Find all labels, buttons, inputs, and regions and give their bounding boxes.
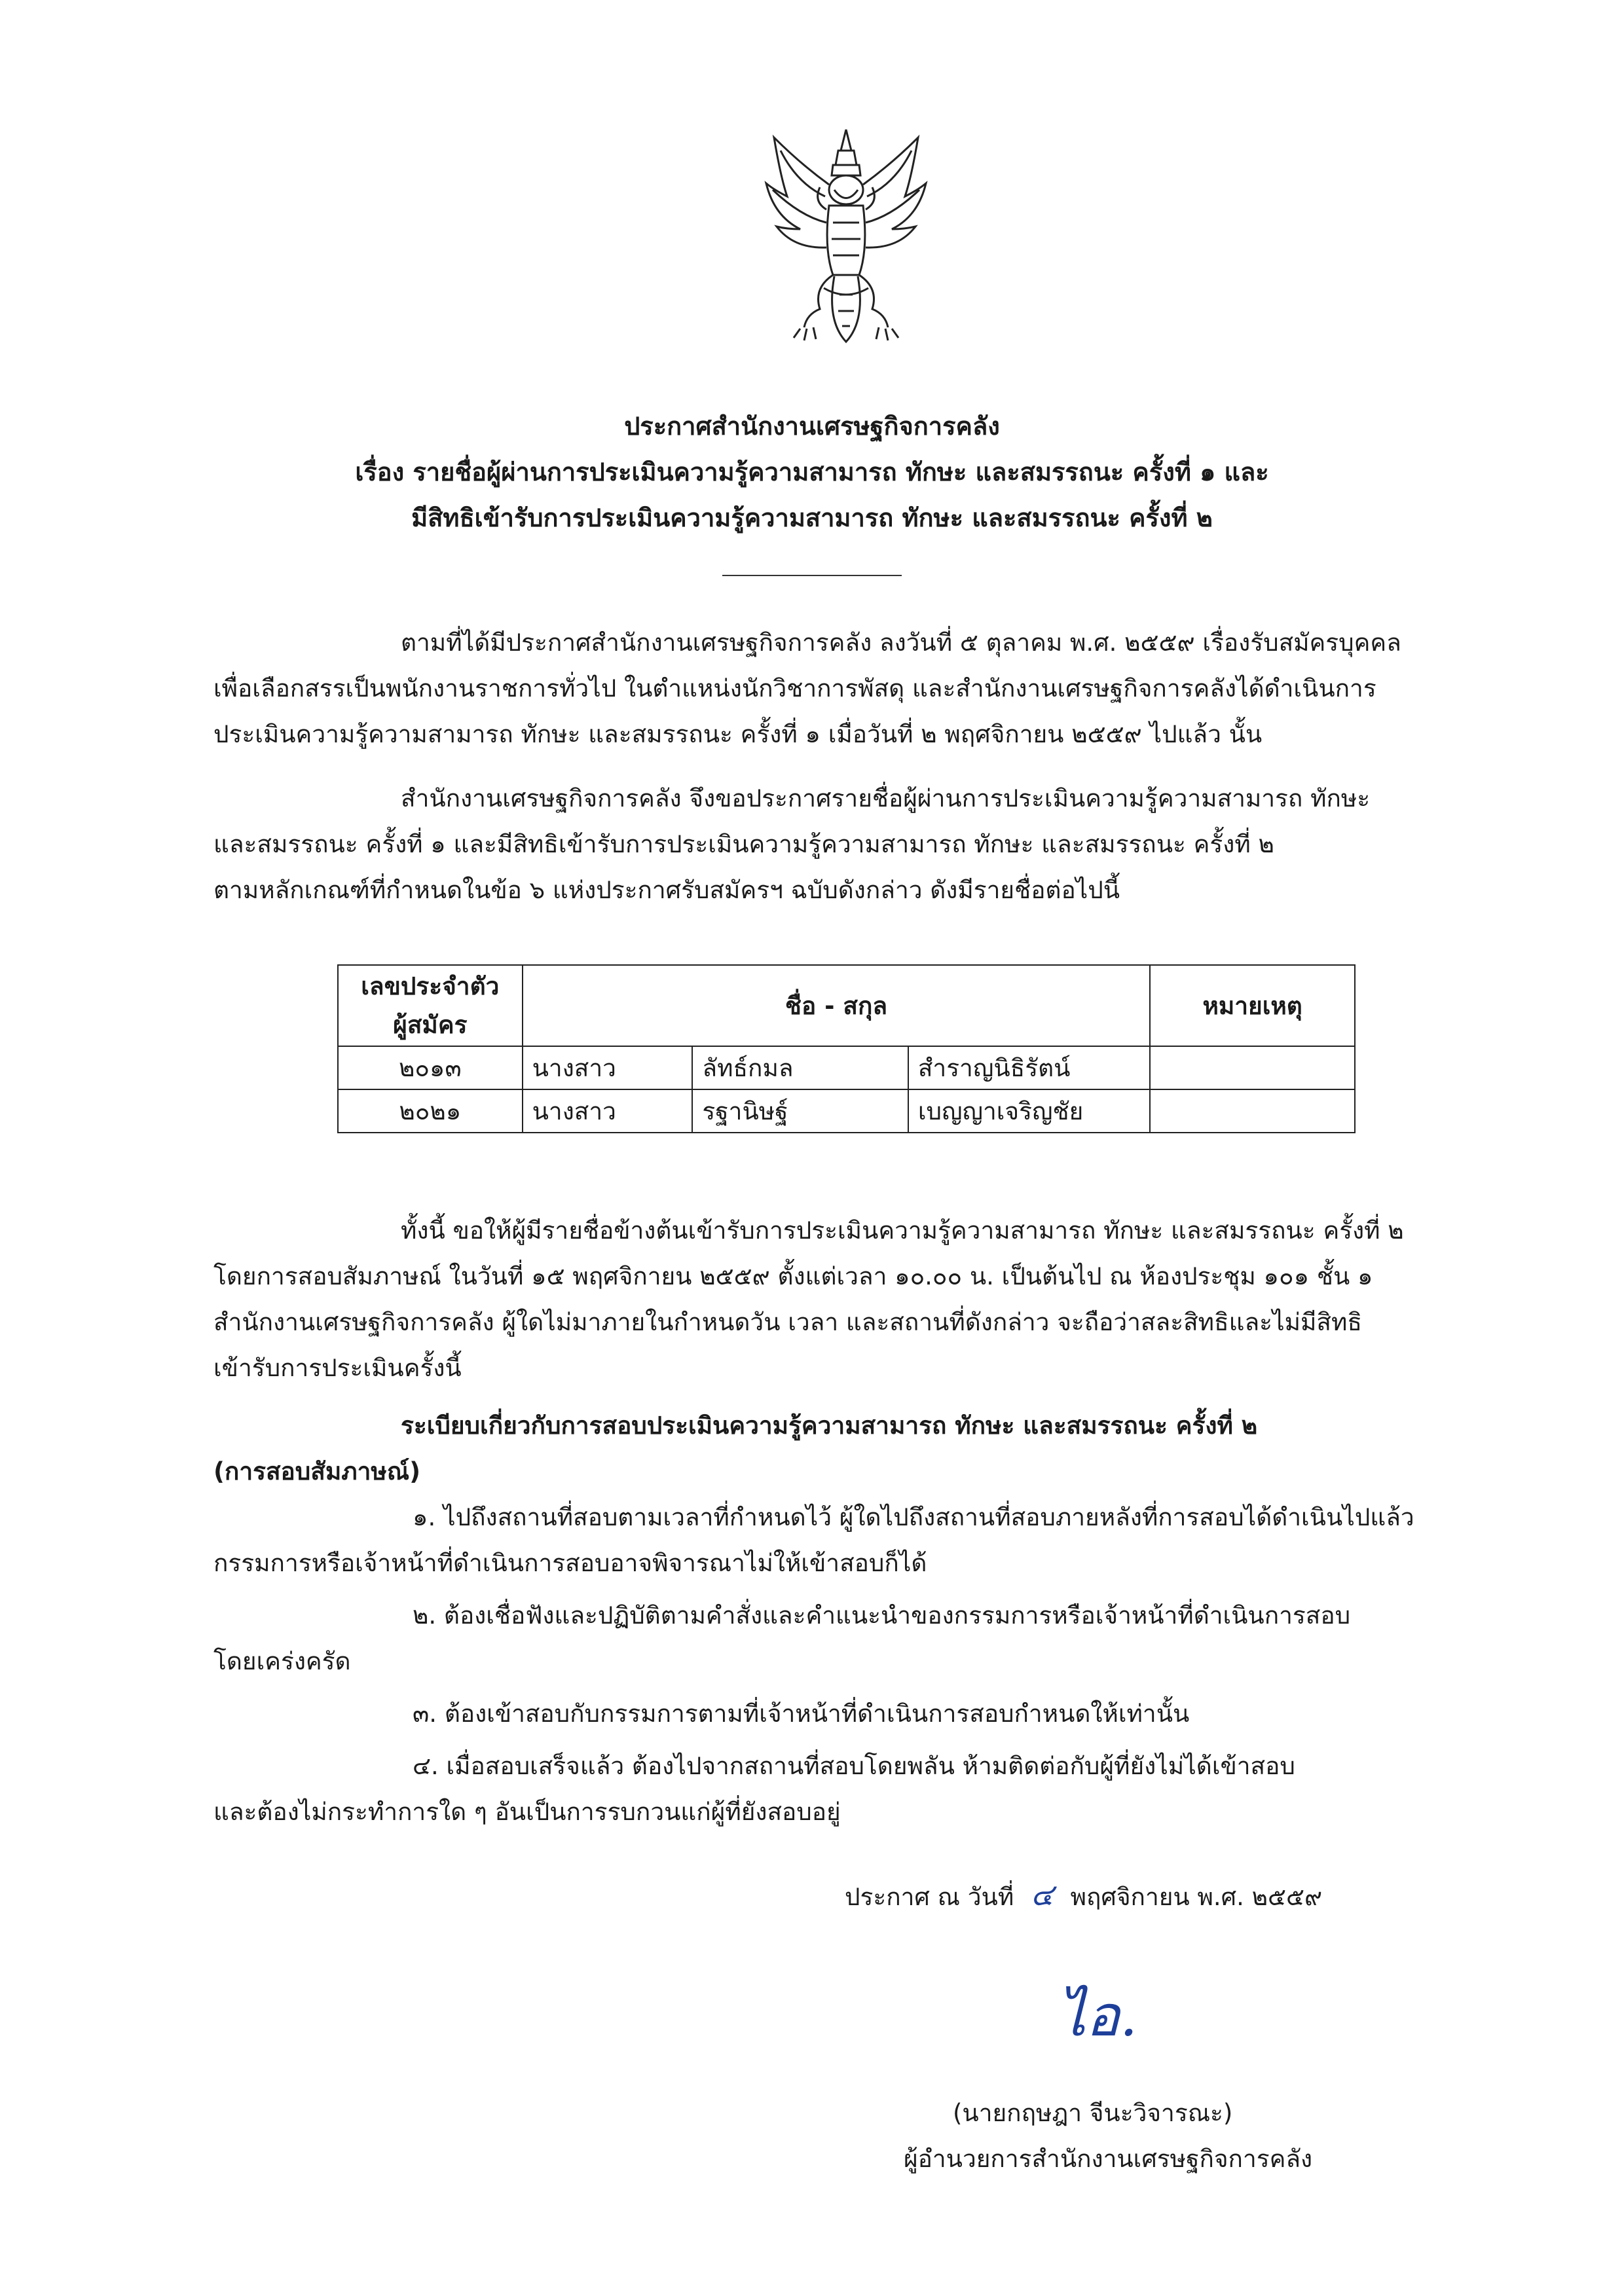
notice-line4: เข้ารับการประเมินครั้งนี้ bbox=[213, 1354, 462, 1382]
date-day-handwritten: ๔ bbox=[1030, 1877, 1054, 1912]
announcement-subject-cont: มีสิทธิเข้ารับการประเมินความรู้ความสามารถ ทักษะ และสมรรถนะ ครั้งที่ ๒ bbox=[411, 503, 1213, 532]
cell-note bbox=[1150, 1046, 1355, 1089]
signature-scribble: ไอ. bbox=[1058, 1984, 1138, 2049]
garuda-emblem bbox=[761, 124, 931, 347]
date-line bbox=[845, 1871, 1322, 1919]
cell-first-name: ลัทธ์กมล bbox=[692, 1046, 908, 1089]
table-header-row bbox=[338, 965, 1355, 1046]
rules-heading: ระเบียบเกี่ยวกับการสอบประเมินความรู้ความสามารถ ทักษะ และสมรรถนะ ครั้งที่ ๒ bbox=[401, 1412, 1258, 1440]
cell-last-name: เบญญาเจริญชัย bbox=[908, 1089, 1150, 1133]
date-suffix: พฤศจิกายน พ.ศ. ๒๕๕๙ bbox=[1070, 1883, 1323, 1911]
table-row bbox=[338, 1046, 1355, 1089]
cell-last-name: สำราญนิธิรัตน์ bbox=[908, 1046, 1150, 1089]
table-row bbox=[338, 1089, 1355, 1133]
rule-4-line1: ๔. เมื่อสอบเสร็จแล้ว ต้องไปจากสถานที่สอบโดยพลัน ห้ามติดต่อกับผู้ที่ยังไม่ได้เข้าสอบ bbox=[413, 1752, 1295, 1780]
cell-title: นางสาว bbox=[523, 1046, 693, 1089]
signatory-name: (นายกฤษฎา จีนะวิจารณะ) bbox=[953, 2099, 1233, 2127]
intro-p1-line2: เพื่อเลือกสรรเป็นพนักงานราชการทั่วไป ในตำแหน่งนักวิชาการพัสดุ และสำนักงานเศรษฐกิจการคลังได้ดำเนินการ bbox=[213, 674, 1376, 702]
rule-1-line1: ๑. ไปถึงสถานที่สอบตามเวลาที่กำหนดไว้ ผู้ใดไปถึงสถานที่สอบภายหลังที่การสอบได้ดำเนินไปแล้ว bbox=[413, 1503, 1414, 1531]
announcement-subject: เรื่อง รายชื่อผู้ผ่านการประเมินความรู้ความสามารถ ทักษะ และสมรรถนะ ครั้งที่ ๑ และ bbox=[355, 458, 1269, 486]
date-prefix: ประกาศ ณ วันที่ bbox=[845, 1883, 1014, 1911]
rule-3: ๓. ต้องเข้าสอบกับกรรมการตามที่เจ้าหน้าที่ดำเนินการสอบกำหนดให้เท่านั้น bbox=[413, 1700, 1190, 1728]
rule-4-line2: และต้องไม่กระทำการใด ๆ อันเป็นการรบกวนแก่ผู้ที่ยังสอบอยู่ bbox=[213, 1798, 841, 1826]
intro-p1-line3: ประเมินความรู้ความสามารถ ทักษะ และสมรรถนะ ครั้งที่ ๑ เมื่อวันที่ ๒ พฤศจิกายน ๒๕๕๙ ไปแล้ว นั้น bbox=[213, 720, 1263, 748]
intro-p1-line1: ตามที่ได้มีประกาศสำนักงานเศรษฐกิจการคลัง ลงวันที่ ๕ ตุลาคม พ.ศ. ๒๕๕๙ เรื่องรับสมัครบุคคล bbox=[401, 629, 1401, 657]
rule-2-line1: ๒. ต้องเชื่อฟังและปฏิบัติตามคำสั่งและคำแนะนำของกรรมการหรือเจ้าหน้าที่ดำเนินการสอบ bbox=[413, 1601, 1351, 1630]
header-divider bbox=[722, 575, 902, 576]
announcement-title: ประกาศสำนักงานเศรษฐกิจการคลัง bbox=[624, 412, 1000, 441]
intro-p2-line3: ตามหลักเกณฑ์ที่กำหนดในข้อ ๖ แห่งประกาศรับสมัครฯ ฉบับดังกล่าว ดังมีรายชื่อต่อไปนี้ bbox=[213, 876, 1120, 904]
cell-id: ๒๐๑๓ bbox=[338, 1046, 523, 1089]
col-applicant-id-line1: เลขประจำตัว bbox=[361, 972, 500, 1000]
col-remarks: หมายเหตุ bbox=[1150, 965, 1355, 1046]
intro-p2-line1: สำนักงานเศรษฐกิจการคลัง จึงขอประกาศรายชื่อผู้ผ่านการประเมินความรู้ความสามารถ ทักษะ bbox=[401, 784, 1371, 812]
candidate-table bbox=[337, 964, 1356, 1133]
cell-first-name: รฐานิษฐ์ bbox=[692, 1089, 908, 1133]
notice-line1: ทั้งนี้ ขอให้ผู้มีรายชื่อข้างต้นเข้ารับการประเมินความรู้ความสามารถ ทักษะ และสมรรถนะ ครั้งที่ ๒ bbox=[401, 1216, 1404, 1245]
signatory-position: ผู้อำนวยการสำนักงานเศรษฐกิจการคลัง bbox=[904, 2145, 1313, 2173]
notice-line2: โดยการสอบสัมภาษณ์ ในวันที่ ๑๕ พฤศจิกายน ๒๕๕๙ ตั้งแต่เวลา ๑๐.๐๐ น. เป็นต้นไป ณ ห้องประชุม ๑๐๑ ชั้น ๑ bbox=[213, 1262, 1373, 1290]
col-applicant-id bbox=[338, 965, 523, 1046]
rules-subheading: (การสอบสัมภาษณ์) bbox=[213, 1457, 421, 1485]
notice-line3: สำนักงานเศรษฐกิจการคลัง ผู้ใดไม่มาภายในกำหนดวัน เวลา และสถานที่ดังกล่าว จะถือว่าสละสิทธิและไม่มีสิทธิ bbox=[213, 1308, 1362, 1336]
intro-p2-line2: และสมรรถนะ ครั้งที่ ๑ และมีสิทธิเข้ารับการประเมินความรู้ความสามารถ ทักษะ และสมรรถนะ ครั้งที่ ๒ bbox=[213, 830, 1274, 858]
rule-2-line2: โดยเคร่งครัด bbox=[213, 1647, 351, 1675]
cell-id: ๒๐๒๑ bbox=[338, 1089, 523, 1133]
col-applicant-id-line2: ผู้สมัคร bbox=[393, 1011, 468, 1039]
cell-title: นางสาว bbox=[523, 1089, 693, 1133]
col-full-name: ชื่อ - สกุล bbox=[523, 965, 1151, 1046]
cell-note bbox=[1150, 1089, 1355, 1133]
rule-1-line2: กรรมการหรือเจ้าหน้าที่ดำเนินการสอบอาจพิจารณาไม่ให้เข้าสอบก็ได้ bbox=[213, 1549, 927, 1577]
